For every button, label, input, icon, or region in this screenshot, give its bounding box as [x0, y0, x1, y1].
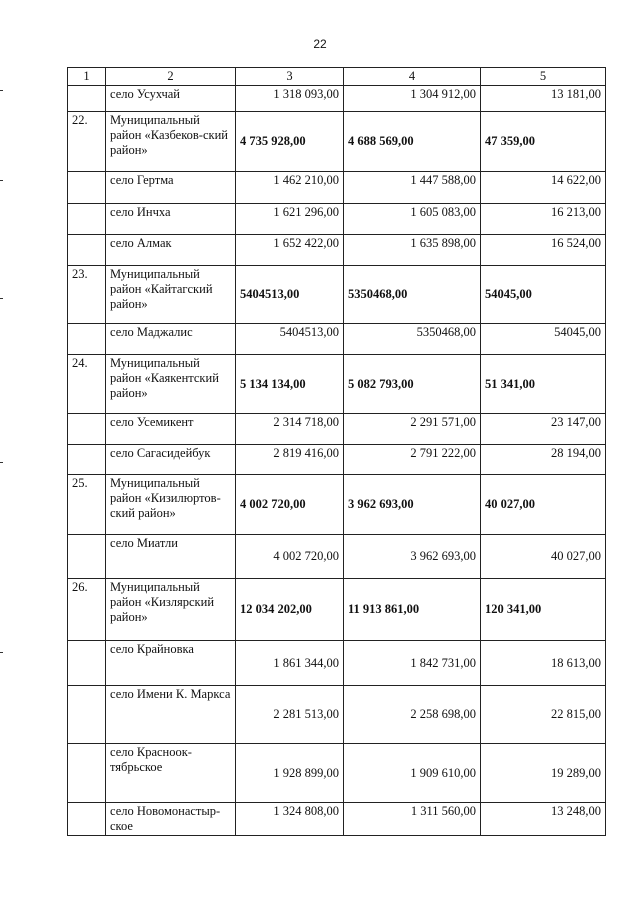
page-number: 22	[313, 37, 327, 51]
name-cell: село Маджалис	[106, 324, 236, 355]
scan-edge-mark	[0, 90, 3, 91]
village-row	[68, 686, 606, 744]
column-3-value: 4 002 720,00	[236, 475, 344, 535]
name-cell: село Гертма	[106, 172, 236, 204]
table-header-row	[68, 68, 606, 86]
column-5-value: 22 815,00	[481, 686, 606, 744]
district-row	[68, 579, 606, 641]
column-4-value: 1 842 731,00	[344, 641, 481, 686]
name-cell: Муниципальный район «Каякентский район»	[106, 355, 236, 414]
row-number-cell	[68, 535, 106, 579]
column-3-value: 1 928 899,00	[236, 744, 344, 803]
column-3-value: 1 861 344,00	[236, 641, 344, 686]
name-cell: Муниципальный район «Кизилюртов-ский район»	[106, 475, 236, 535]
column-4-value: 5350468,00	[344, 324, 481, 355]
column-3-value: 1 621 296,00	[236, 204, 344, 235]
column-5-value: 40 027,00	[481, 475, 606, 535]
column-3-value: 12 034 202,00	[236, 579, 344, 641]
village-row	[68, 324, 606, 355]
column-5-value: 16 524,00	[481, 235, 606, 266]
column-3-value: 1 324 808,00	[236, 803, 344, 836]
name-cell: Муниципальный район «Казбеков-ский район»	[106, 112, 236, 172]
column-5-value: 51 341,00	[481, 355, 606, 414]
column-3-value: 4 002 720,00	[236, 535, 344, 579]
column-5-value: 19 289,00	[481, 744, 606, 803]
header-cell-4: 4	[344, 68, 481, 86]
column-5-value: 16 213,00	[481, 204, 606, 235]
header-cell-2: 2	[106, 68, 236, 86]
name-cell: село Крайновка	[106, 641, 236, 686]
row-number-cell	[68, 204, 106, 235]
name-cell: село Усухчай	[106, 86, 236, 112]
header-cell-5: 5	[481, 68, 606, 86]
column-3-value: 1 318 093,00	[236, 86, 344, 112]
row-number-cell	[68, 641, 106, 686]
scan-edge-mark	[0, 652, 3, 653]
row-number-cell: 24.	[68, 355, 106, 414]
column-5-value: 13 181,00	[481, 86, 606, 112]
village-row	[68, 172, 606, 204]
name-cell: село Инчха	[106, 204, 236, 235]
district-row	[68, 355, 606, 414]
district-row	[68, 266, 606, 324]
row-number-cell	[68, 686, 106, 744]
name-cell: село Красноок-тябрьское	[106, 744, 236, 803]
district-row	[68, 112, 606, 172]
column-4-value: 1 304 912,00	[344, 86, 481, 112]
column-4-value: 1 909 610,00	[344, 744, 481, 803]
column-4-value: 5 082 793,00	[344, 355, 481, 414]
column-3-value: 5404513,00	[236, 266, 344, 324]
row-number-cell: 26.	[68, 579, 106, 641]
name-cell: село Миатли	[106, 535, 236, 579]
district-row	[68, 475, 606, 535]
column-4-value: 1 605 083,00	[344, 204, 481, 235]
village-row	[68, 86, 606, 112]
scan-edge-mark	[0, 180, 3, 181]
name-cell: село Новомонастыр-ское	[106, 803, 236, 836]
scan-edge-mark	[0, 298, 3, 299]
scan-edge-mark	[0, 462, 3, 463]
column-4-value: 1 447 588,00	[344, 172, 481, 204]
village-row	[68, 744, 606, 803]
row-number-cell	[68, 445, 106, 475]
column-5-value: 28 194,00	[481, 445, 606, 475]
column-5-value: 54045,00	[481, 266, 606, 324]
row-number-cell	[68, 744, 106, 803]
column-5-value: 40 027,00	[481, 535, 606, 579]
row-number-cell: 22.	[68, 112, 106, 172]
village-row	[68, 445, 606, 475]
column-5-value: 23 147,00	[481, 414, 606, 445]
column-4-value: 3 962 693,00	[344, 535, 481, 579]
name-cell: Муниципальный район «Кизлярский район»	[106, 579, 236, 641]
name-cell: село Алмак	[106, 235, 236, 266]
row-number-cell: 23.	[68, 266, 106, 324]
column-4-value: 1 635 898,00	[344, 235, 481, 266]
name-cell: Муниципальный район «Кайтагский район»	[106, 266, 236, 324]
village-row	[68, 803, 606, 836]
row-number-cell	[68, 414, 106, 445]
allocation-table	[67, 67, 606, 836]
column-3-value: 2 819 416,00	[236, 445, 344, 475]
column-4-value: 4 688 569,00	[344, 112, 481, 172]
column-5-value: 13 248,00	[481, 803, 606, 836]
row-number-cell: 25.	[68, 475, 106, 535]
row-number-cell	[68, 172, 106, 204]
column-5-value: 47 359,00	[481, 112, 606, 172]
column-4-value: 11 913 861,00	[344, 579, 481, 641]
village-row	[68, 535, 606, 579]
column-4-value: 2 791 222,00	[344, 445, 481, 475]
column-4-value: 1 311 560,00	[344, 803, 481, 836]
column-3-value: 2 314 718,00	[236, 414, 344, 445]
name-cell: село Усемикент	[106, 414, 236, 445]
column-3-value: 1 652 422,00	[236, 235, 344, 266]
name-cell: село Имени К. Маркса	[106, 686, 236, 744]
header-cell-1: 1	[68, 68, 106, 86]
column-4-value: 3 962 693,00	[344, 475, 481, 535]
row-number-cell	[68, 86, 106, 112]
village-row	[68, 641, 606, 686]
column-5-value: 120 341,00	[481, 579, 606, 641]
column-3-value: 4 735 928,00	[236, 112, 344, 172]
village-row	[68, 235, 606, 266]
village-row	[68, 414, 606, 445]
column-5-value: 54045,00	[481, 324, 606, 355]
column-3-value: 5 134 134,00	[236, 355, 344, 414]
row-number-cell	[68, 324, 106, 355]
column-5-value: 18 613,00	[481, 641, 606, 686]
header-cell-3: 3	[236, 68, 344, 86]
column-4-value: 2 258 698,00	[344, 686, 481, 744]
row-number-cell	[68, 235, 106, 266]
column-5-value: 14 622,00	[481, 172, 606, 204]
column-3-value: 2 281 513,00	[236, 686, 344, 744]
village-row	[68, 204, 606, 235]
column-3-value: 5404513,00	[236, 324, 344, 355]
row-number-cell	[68, 803, 106, 836]
column-4-value: 2 291 571,00	[344, 414, 481, 445]
name-cell: село Сагасидейбук	[106, 445, 236, 475]
column-4-value: 5350468,00	[344, 266, 481, 324]
column-3-value: 1 462 210,00	[236, 172, 344, 204]
